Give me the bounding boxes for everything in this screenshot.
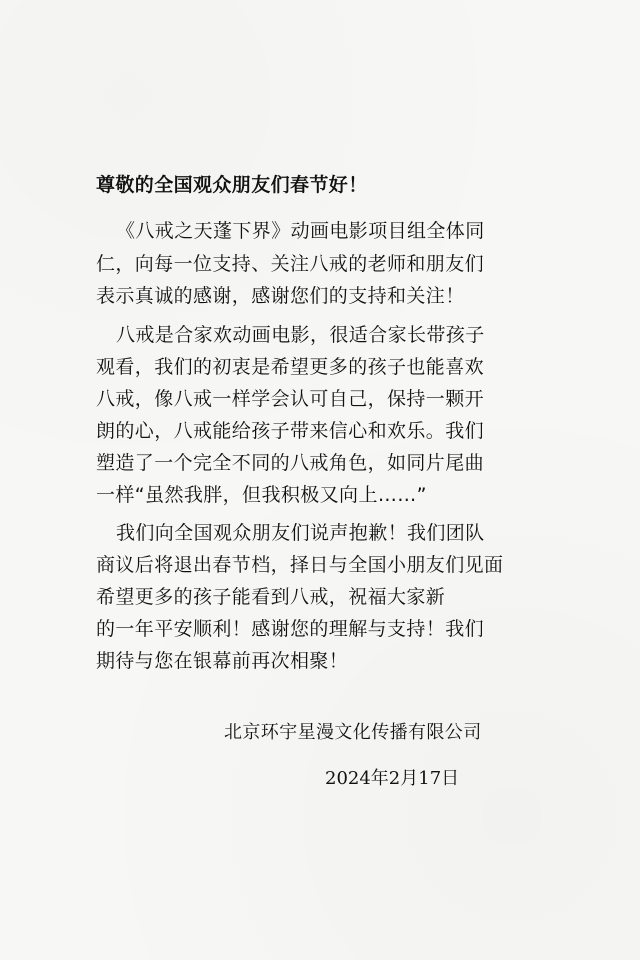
paragraph-3-line-1: 我们向全国观众朋友们说声抱歉！我们团队	[116, 522, 485, 544]
paragraph-1-line-2: 仁，向每一位支持、关注八戒的老师和朋友们	[96, 253, 485, 275]
paragraph-2-line-2: 观看，我们的初衷是希望更多的孩子也能喜欢	[96, 356, 485, 378]
paragraph-2-line-6: 一样“虽然我胖，但我积极又向上……”	[96, 484, 427, 506]
paragraph-2-line-1: 八戒是合家欢动画电影，很适合家长带孩子	[116, 324, 485, 346]
letter-date: 2024年2月17日	[325, 768, 460, 789]
paragraph-1-line-1: 《八戒之天蓬下界》动画电影项目组全体同	[116, 220, 485, 242]
paragraph-3-line-5: 期待与您在银幕前再次相聚！	[96, 650, 349, 672]
paragraph-2-line-4: 朗的心，八戒能给孩子带来信心和欢乐。我们	[96, 420, 485, 442]
company-signature: 北京环宇星漫文化传播有限公司	[224, 722, 482, 743]
letter-salutation: 尊敬的全国观众朋友们春节好！	[96, 174, 368, 196]
paragraph-3-line-3: 希望更多的孩子能看到八戒，祝福大家新	[96, 586, 446, 608]
paragraph-2-line-3: 八戒，像八戒一样学会认可自己，保持一颗开	[96, 388, 485, 410]
paragraph-2-line-5: 塑造了一个完全不同的八戒角色，如同片尾曲	[96, 452, 485, 474]
paragraph-3-line-2: 商议后将退出春节档，择日与全国小朋友们见面	[96, 554, 504, 576]
paragraph-1-line-3: 表示真诚的感谢，感谢您们的支持和关注！	[96, 285, 465, 307]
paragraph-3-line-4: 的一年平安顺利！感谢您的理解与支持！我们	[96, 618, 485, 640]
